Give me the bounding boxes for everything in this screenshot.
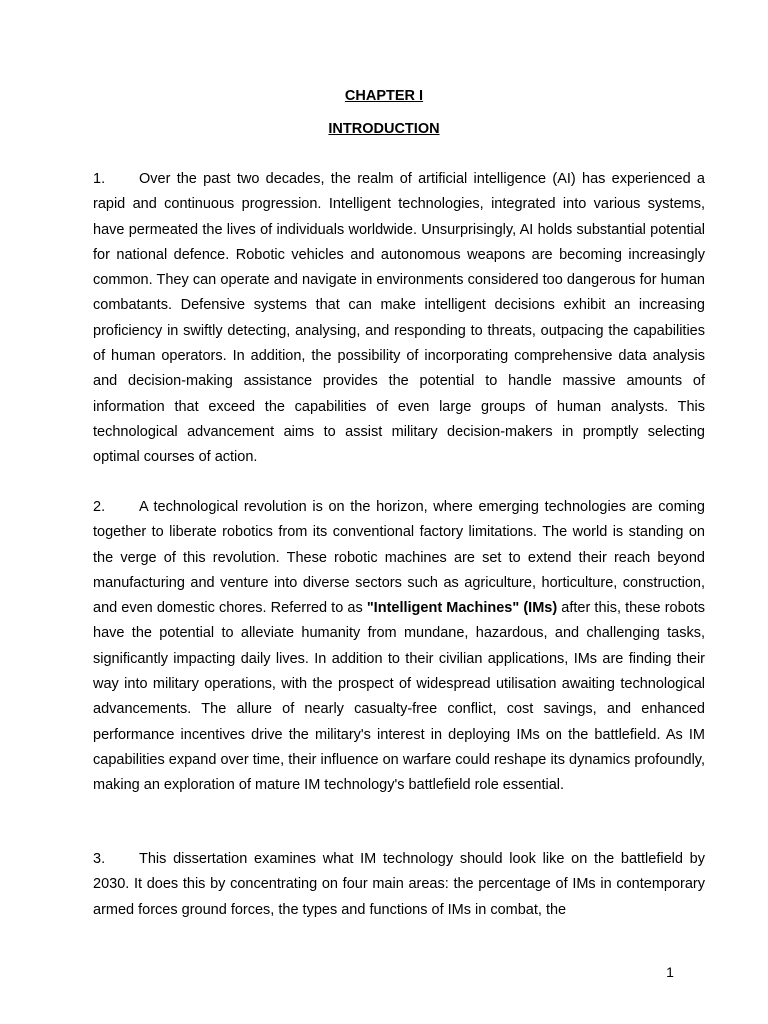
paragraph-text: after this, these robots have the potential to alleviate humanity from mundane, hazardous, and challenging tasks, significantly impacting daily lives. In addition to their civilian applications, IMs are finding their way into military operations, with the prospect of widespread utilisation awaiting technological advancements. The allure of nearly casualty-free conflict, cost savings, and enhanced performance incentives drive the military's interest in deploying IMs on the battlefield. As IM capabilities expand over time, their influence on warfare could reshape its dynamics profoundly, making an exploration of mature IM technology's battlefield role essential. bbox=[93, 600, 705, 794]
paragraph-text: Over the past two decades, the realm of artificial intelligence (AI) has experienced a rapid and continuous progression. Intelligent technologies, integrated into various systems, have permeated the lives of individuals worldwide. Unsurprisingly, AI holds substantial potential for national defence. Robotic vehicles and autonomous weapons are becoming increasingly common. They can operate and navigate in environments considered too dangerous for human combatants. Defensive systems that can make intelligent decisions exhibit an increasing proficiency in swiftly detecting, analysing, and responding to threats, outpacing the capabilities of human operators. In addition, the possibility of incorporating comprehensive data analysis and decision-making assistance provides the potential to handle massive amounts of information that exceed the capabilities of even large groups of human analysts. This technological advancement aims to assist military decision-makers in promptly selecting optimal courses of action. bbox=[93, 171, 705, 466]
paragraph-text: A technological revolution is on the horizon, where emerging technologies are coming together to liberate robotics from its conventional factory limitations. The world is standing on the verge of this revolution. These robotic machines are set to extend their reach beyond manufacturing and venture into diverse sectors such as agriculture, horticulture, construction, and even domestic chores. Referred to as bbox=[93, 499, 705, 617]
chapter-title: INTRODUCTION bbox=[328, 121, 440, 137]
paragraph-text: This dissertation examines what IM technology should look like on the battlefield by 2030. It does this by concentrating on four main areas: the percentage of IMs in contemporary armed forces ground forces, the types and functions of IMs in combat, the bbox=[93, 851, 705, 918]
paragraph-2 bbox=[93, 495, 705, 799]
paragraph-number: 2. bbox=[93, 499, 106, 515]
paragraph-number: 3. bbox=[93, 851, 106, 867]
paragraph-number: 1. bbox=[93, 171, 106, 187]
paragraph-3 bbox=[93, 847, 705, 923]
chapter-heading: CHAPTER I bbox=[344, 88, 424, 104]
paragraph-1 bbox=[93, 167, 705, 471]
bold-term: "Intelligent Machines" (IMs) bbox=[366, 600, 558, 617]
page-number: 1 bbox=[666, 964, 674, 980]
